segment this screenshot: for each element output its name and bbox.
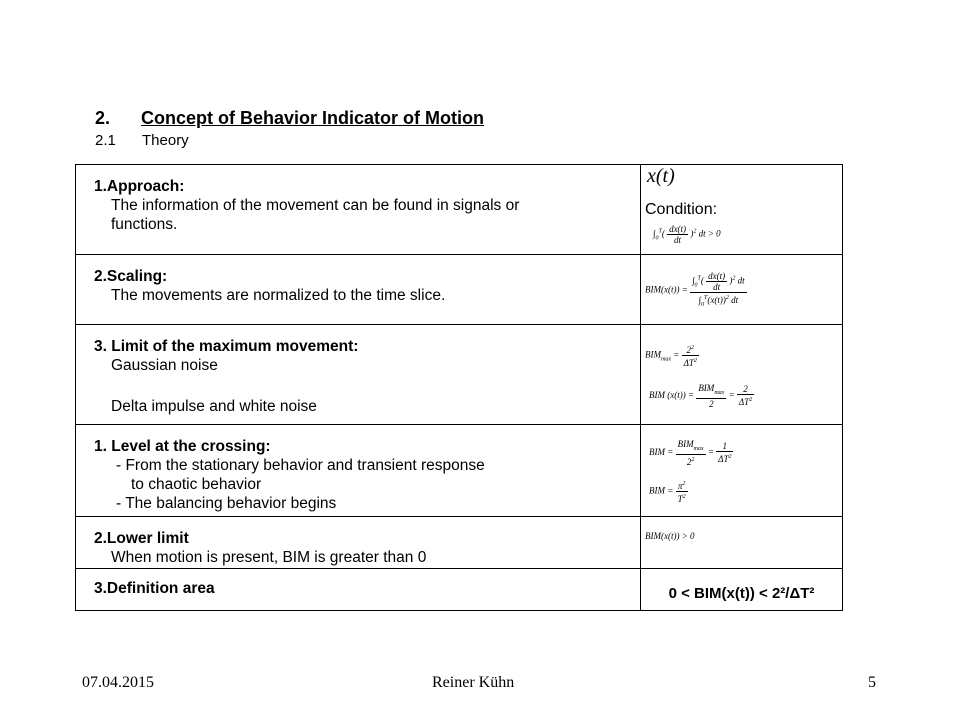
formula-delta: BIM (x(t)) = $\frac{BIM_{max}}{2}$ = $\frac{2}{\Delta T^2}$ [649, 383, 753, 409]
row-text: to chaotic behavior [131, 476, 262, 493]
condition-label: Condition: [645, 201, 718, 218]
formula-condition: $\int_0^T$( $\frac{dx(t)}{dt}$ )$^2$ dt > 0 [653, 224, 721, 245]
row-title: 2.Lower limit [94, 530, 189, 547]
formula-xt: x(t) [647, 165, 675, 187]
theory-table [75, 164, 843, 611]
definition-cell [76, 569, 641, 611]
formula-crossing-2: BIM = $\frac{\pi^2}{T^2}$ [649, 481, 686, 504]
row-title: 2.Scaling: [94, 268, 168, 285]
table-row [76, 517, 843, 569]
row-title: 1. Level at the crossing: [94, 438, 271, 455]
row-title: 3.Definition area [94, 580, 215, 597]
subsection-number: 2.1 [95, 132, 116, 149]
row-text: When motion is present, BIM is greater than 0 [111, 549, 427, 566]
subsection-heading [95, 132, 189, 149]
table-row [76, 255, 843, 325]
scaling-formula-cell [641, 255, 843, 325]
approach-formula-cell [641, 165, 843, 255]
table-row [76, 425, 843, 517]
row-text: The information of the movement can be found in signals or [111, 197, 520, 214]
lower-limit-cell [76, 517, 641, 569]
section-title: Concept of Behavior Indicator of Motion [141, 108, 484, 128]
row-title: 3. Limit of the maximum movement: [94, 338, 359, 355]
lower-limit-formula-cell [641, 517, 843, 569]
row-text: Delta impulse and white noise [111, 398, 317, 415]
formula-lower-limit: BIM(x(t)) > 0 [645, 531, 695, 541]
table-row [76, 165, 843, 255]
formula-crossing-1: BIM = $\frac{BIM_{max}}{2^2}$ = $\frac{1}{\Delta T^2}$ [649, 439, 732, 467]
approach-cell [76, 165, 641, 255]
row-text: - From the stationary behavior and transient response [116, 457, 485, 474]
formula-bim-max: $BIM_{max}$ = $\frac{2^2}{\Delta T^2}$ [645, 345, 697, 368]
definition-formula-cell [641, 569, 843, 611]
formula-definition-area: 0 < BIM(x(t)) < 2²/ΔT² [668, 585, 815, 602]
footer-date: 07.04.2015 [82, 674, 154, 691]
table-row [76, 325, 843, 425]
row-text: functions. [111, 216, 178, 233]
row-title: 1.Approach: [94, 178, 185, 195]
scaling-cell [76, 255, 641, 325]
row-text: The movements are normalized to the time slice. [111, 287, 446, 304]
row-text: - The balancing behavior begins [116, 495, 337, 512]
footer-page-number: 5 [868, 674, 876, 691]
section-heading [95, 108, 484, 129]
table-row [76, 569, 843, 611]
footer-author: Reiner Kühn [432, 674, 515, 691]
crossing-cell [76, 425, 641, 517]
limit-cell [76, 325, 641, 425]
formula-scaling: BIM(x(t)) = $\int_0^T$( $\frac{dx(t)}{dt}$ )$^2$ dt $\int_0^T(x(t))^2$ dt [645, 271, 745, 308]
section-number: 2. [95, 108, 111, 128]
row-text: Gaussian noise [111, 357, 218, 374]
subsection-title: Theory [142, 132, 189, 149]
crossing-formula-cell [641, 425, 843, 517]
limit-formula-cell [641, 325, 843, 425]
